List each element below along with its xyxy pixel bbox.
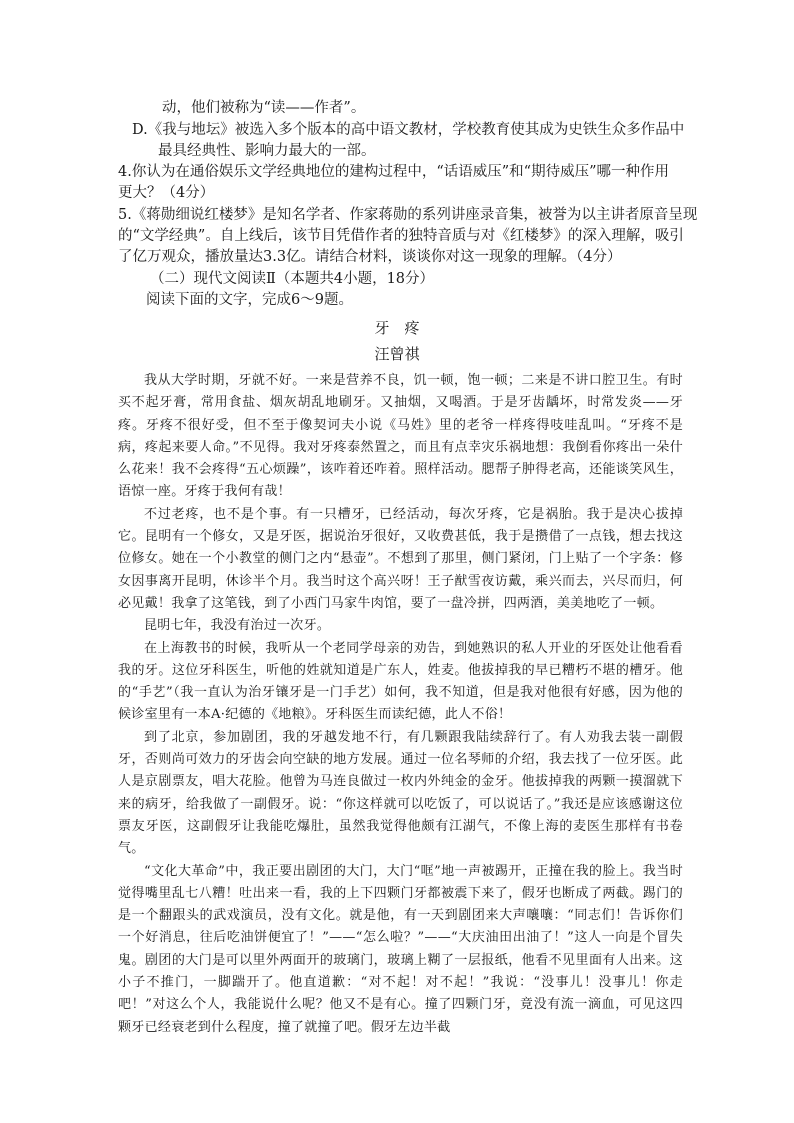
paragraph: “文化大革命”中，我正要出剧团的大门，大门“哐”地一声被踢开，正撞在我的脸上。我当时觉得嘴里乱七八糟！吐出来一看，我的上下四颗门牙都被震下来了，假牙也断成了两截。踢门的是一个翻跟头的武戏演员，没有文化。就是他，有一天到剧团来大声嚷嚷：“同志们！告诉你们一个好消息，往后吃油饼便宜了！”——“怎么啦？”——“大庆油田出油了！”这人一向是个冒失鬼。剧团的大门是可以里外两面开的玻璃门，玻璃上糊了一层报纸，他看不见里面有人出来。这小子不推门，一脚踹开了。他直道歉：“对不起！对不起！”我说：“没事儿！没事儿！你走吧！”对这么个人，我能说什么呢？他又不是有心。撞了四颗门牙，竟没有流一滴血，可见这四颗牙已经衰老到什么程度，撞了就撞了吧。假牙左边半截 [118, 863, 683, 1035]
article-title: 牙 疼 [374, 319, 420, 337]
paragraph: 不过老疼，也不是个事。有一只槽牙，已经活动，每次牙疼，它是祸胎。我于是决心拔掉它。昆明有一个修女，又是牙医，据说治牙很好，又收费甚低，我于是攒借了一点钱，想去找这位修女。她在一个小教堂的侧门之内“悬壶”。不想到了那里，侧门紧闭，门上贴了一个字条：修女因事离开昆明，休诊半个月。我当时这个高兴呀！王子猷雪夜访戴，乘兴而去，兴尽而归，何必见戴！我拿了这笔钱，到了小西门马家牛肉馆，要了一盘冷拼，四两酒，美美地吃了一顿。 [118, 506, 683, 611]
option-c-continuation: 动，他们被称为“读——作者”。 [162, 100, 366, 116]
paragraph: 昆明七年，我没有治过一次牙。 [144, 618, 331, 634]
option-d: D.《我与地坛》被选入多个版本的高中语文教材，学校教育使其成为史铁生众多作品中 最具经典性、影响力最大的一部。 [132, 122, 685, 159]
instruction: 阅读下面的文字，完成6～9题。 [146, 292, 353, 308]
question-4: 4.你认为在通俗娱乐文学经典地位的建构过程中，“话语威压”和“期待威压”哪一种作用 更大？（4分） [118, 164, 669, 201]
question-5: 5.《蒋勋细说红楼梦》是知名学者、作家蒋勋的系列讲座录音集，被誉为以主讲者原音呈现 的“文学经典”。自上线后，该节目凭借作者的独特音质与对《红楼梦》的深入理解，吸引 了亿万观众，播放量达3.3亿。请结合材料，谈谈你对这一现象的理解。（4分） [118, 207, 698, 265]
article-body [118, 370, 683, 1039]
paragraph: 到了北京，参加剧团，我的牙越发地不行，有几颗跟我陆续辞行了。有人劝我去装一副假牙，否则尚可效力的牙齿会向空缺的地方发展。通过一位名琴师的介绍，我去找了一位牙医。此人是京剧票友，唱大花脸。他曾为马连良做过一枚内外纯金的金牙。他拔掉我的两颗一摸溜就下来的病牙，给我做了一副假牙。说：“你这样就可以吃饭了，可以说话了。”我还是应该感谢这位票友牙医，这副假牙让我能吃爆肚，虽然我觉得他颇有江湖气，不像上海的麦医生那样有书卷气。 [118, 729, 683, 857]
paragraph: 在上海教书的时候，我听从一个老同学母亲的劝告，到她熟识的私人开业的牙医处让他看看我的牙。这位牙科医生，听他的姓就知道是广东人，姓麦。他拔掉我的早已糟朽不堪的槽牙。他的“手艺”（我一直认为治牙镶牙是一门手艺）如何，我不知道，但是我对他很有好感，因为他的候诊室里有一本A·纪德的《地粮》。牙科医生而读纪德，此人不俗！ [118, 640, 683, 723]
paragraph: 我从大学时期，牙就不好。一来是营养不良，饥一顿，饱一顿；二来是不讲口腔卫生。有时买不起牙膏，常用食盐、烟灰胡乱地刷牙。又抽烟，又喝酒。于是牙齿龋坏，时常发炎——牙疼。牙疼不很好受，但不至于像契诃夫小说《马姓》里的老爷一样疼得吱哇乱叫。“牙疼不是病，疼起来要人命。”不见得。我对牙疼泰然置之，而且有点幸灾乐祸地想：我倒看你疼出一朵什么花来！我不会疼得“五心烦躁”，该咋着还咋着。照样活动。腮帮子肿得老高，还能谈笑风生，语惊一座。牙疼于我何有哉！ [118, 373, 683, 500]
article-author: 汪曾祺 [374, 345, 420, 363]
section-heading: （二）现代文阅读Ⅱ（本题共4小题，18分） [150, 271, 435, 287]
